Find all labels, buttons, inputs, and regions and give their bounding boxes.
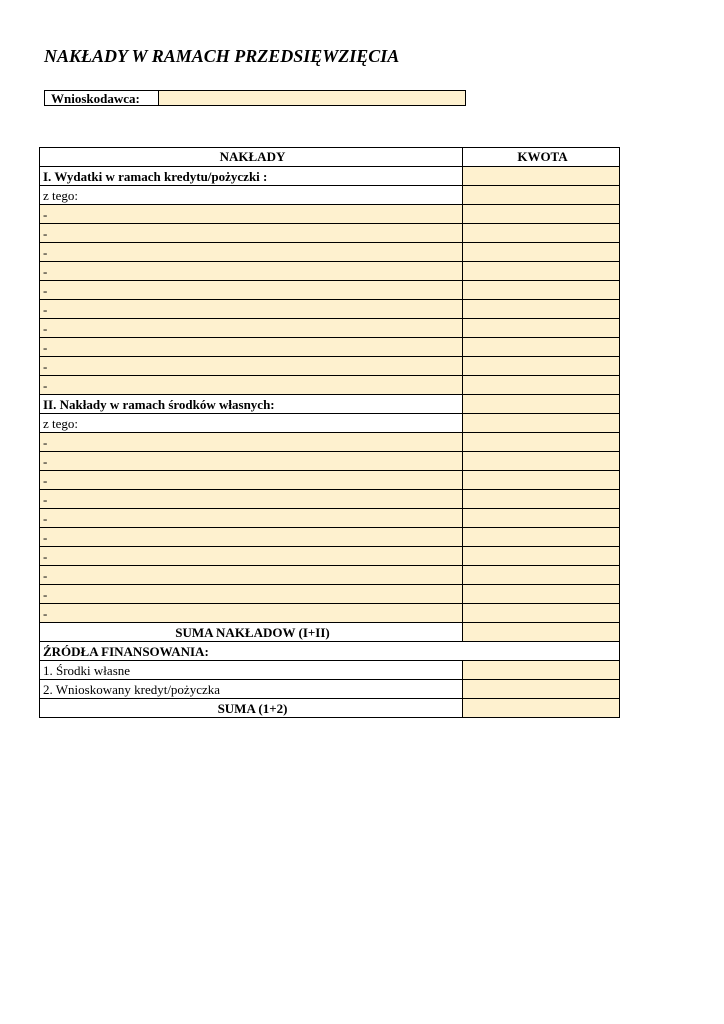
sum-financing-label: SUMA (1+2) — [40, 699, 463, 718]
amount-cell[interactable] — [463, 471, 620, 490]
table-row — [40, 300, 620, 319]
amount-cell[interactable] — [463, 661, 620, 680]
item-cell[interactable]: - — [40, 509, 463, 528]
amount-cell[interactable] — [463, 528, 620, 547]
item-cell[interactable]: - — [40, 490, 463, 509]
item-cell[interactable]: - — [40, 547, 463, 566]
table-row — [40, 509, 620, 528]
amount-cell[interactable] — [463, 547, 620, 566]
item-cell[interactable]: - — [40, 338, 463, 357]
section2-heading: II. Nakłady w ramach środków własnych: — [40, 395, 463, 414]
item-cell[interactable]: - — [40, 243, 463, 262]
financing-heading-row — [40, 642, 620, 661]
table-row — [40, 243, 620, 262]
item-cell[interactable]: - — [40, 281, 463, 300]
amount-cell[interactable] — [463, 376, 620, 395]
section1-amount-cell[interactable] — [463, 167, 620, 186]
table-row — [40, 547, 620, 566]
section1-heading: I. Wydatki w ramach kredytu/pożyczki : — [40, 167, 463, 186]
header-amount: KWOTA — [463, 148, 620, 167]
sum-financing-amount[interactable] — [463, 699, 620, 718]
item-cell[interactable]: - — [40, 604, 463, 623]
table-row — [40, 205, 620, 224]
item-cell[interactable]: - — [40, 319, 463, 338]
applicant-input[interactable] — [159, 91, 465, 105]
table-row — [40, 433, 620, 452]
sum-expenses-label: SUMA NAKŁADOW (I+II) — [40, 623, 463, 642]
section1-sub-row — [40, 186, 620, 205]
amount-cell[interactable] — [463, 452, 620, 471]
table-row — [40, 281, 620, 300]
applicant-label: Wnioskodawca: — [45, 91, 159, 105]
amount-cell[interactable] — [463, 509, 620, 528]
item-cell[interactable]: - — [40, 376, 463, 395]
section2-sub-amount-cell[interactable] — [463, 414, 620, 433]
amount-cell[interactable] — [463, 224, 620, 243]
table-row — [40, 338, 620, 357]
table-row — [40, 452, 620, 471]
amount-cell[interactable] — [463, 205, 620, 224]
amount-cell[interactable] — [463, 585, 620, 604]
financing-heading: ŹRÓDŁA FINANSOWANIA: — [40, 642, 620, 661]
item-cell[interactable]: - — [40, 566, 463, 585]
sum-financing-row — [40, 699, 620, 718]
section2-sub-row — [40, 414, 620, 433]
header-expenses: NAKŁADY — [40, 148, 463, 167]
amount-cell[interactable] — [463, 319, 620, 338]
table-row — [40, 585, 620, 604]
amount-cell[interactable] — [463, 243, 620, 262]
item-cell[interactable]: - — [40, 471, 463, 490]
section1-heading-row — [40, 167, 620, 186]
amount-cell[interactable] — [463, 604, 620, 623]
table-row — [40, 376, 620, 395]
applicant-row — [44, 90, 466, 106]
item-cell[interactable]: - — [40, 433, 463, 452]
item-cell[interactable]: - — [40, 452, 463, 471]
table-row — [40, 528, 620, 547]
amount-cell[interactable] — [463, 300, 620, 319]
section2-heading-row — [40, 395, 620, 414]
section2-sub: z tego: — [40, 414, 463, 433]
amount-cell[interactable] — [463, 566, 620, 585]
table-row — [40, 319, 620, 338]
item-cell[interactable]: - — [40, 205, 463, 224]
table-row — [40, 471, 620, 490]
item-cell[interactable]: - — [40, 528, 463, 547]
amount-cell[interactable] — [463, 357, 620, 376]
table-row — [40, 604, 620, 623]
table-row — [40, 357, 620, 376]
amount-cell[interactable] — [463, 338, 620, 357]
table-row — [40, 224, 620, 243]
item-cell[interactable]: - — [40, 585, 463, 604]
sum-expenses-row — [40, 623, 620, 642]
table-row — [40, 262, 620, 281]
financing-own-funds: 1. Środki własne — [40, 661, 463, 680]
sum-expenses-amount[interactable] — [463, 623, 620, 642]
amount-cell[interactable] — [463, 680, 620, 699]
expenses-table — [39, 147, 620, 718]
amount-cell[interactable] — [463, 281, 620, 300]
item-cell[interactable]: - — [40, 300, 463, 319]
page-title: NAKŁADY W RAMACH PRZEDSIĘWZIĘCIA — [44, 46, 400, 66]
amount-cell[interactable] — [463, 262, 620, 281]
table-row — [40, 566, 620, 585]
table-row — [40, 680, 620, 699]
section1-sub: z tego: — [40, 186, 463, 205]
table-row — [40, 661, 620, 680]
section1-sub-amount-cell[interactable] — [463, 186, 620, 205]
item-cell[interactable]: - — [40, 262, 463, 281]
financing-loan: 2. Wnioskowany kredyt/pożyczka — [40, 680, 463, 699]
section2-amount-cell[interactable] — [463, 395, 620, 414]
amount-cell[interactable] — [463, 433, 620, 452]
table-header — [40, 148, 620, 167]
item-cell[interactable]: - — [40, 357, 463, 376]
amount-cell[interactable] — [463, 490, 620, 509]
item-cell[interactable]: - — [40, 224, 463, 243]
table-row — [40, 490, 620, 509]
